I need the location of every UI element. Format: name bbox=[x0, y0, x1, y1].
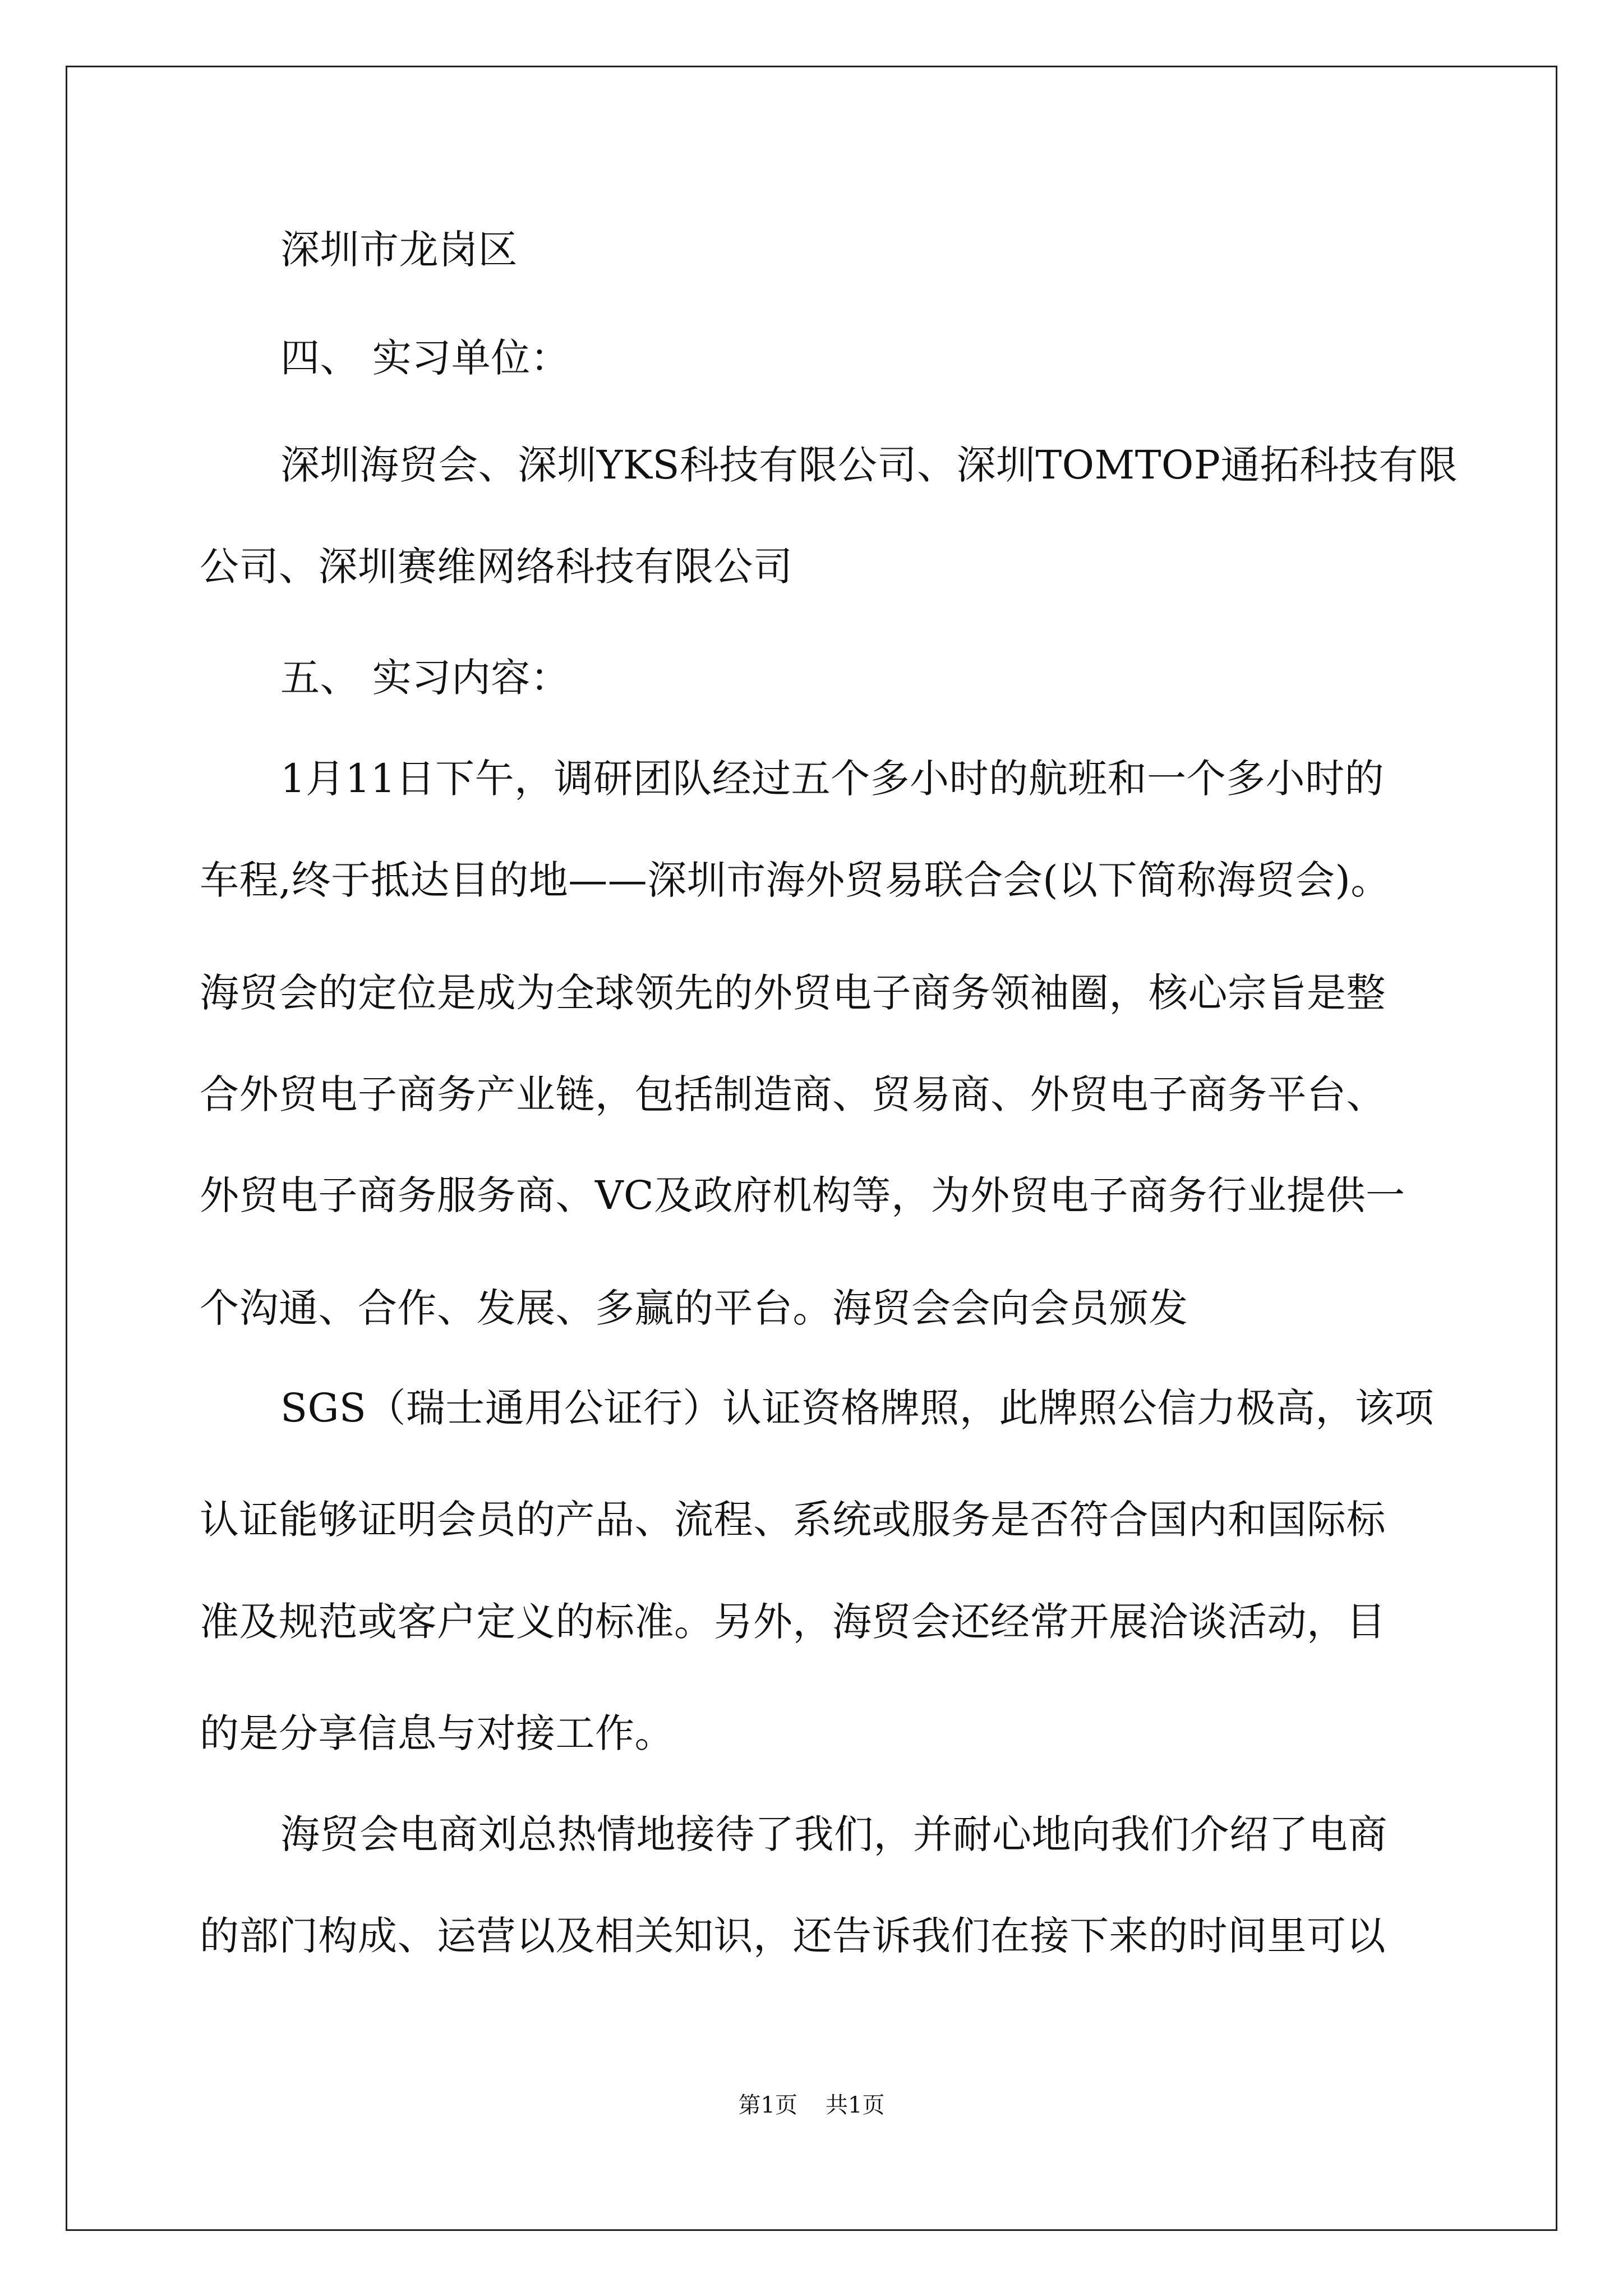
text-line: 海贸会的定位是成为全球领先的外贸电子商务领袖圈，核心宗旨是整 bbox=[200, 970, 1386, 1016]
heading-internship-unit: 四、 实习单位： bbox=[280, 335, 570, 381]
text-line: 公司、深圳赛维网络科技有限公司 bbox=[200, 544, 793, 590]
text-line: 的是分享信息与对接工作。 bbox=[200, 1710, 674, 1756]
heading-internship-content: 五、 实习内容： bbox=[280, 655, 570, 701]
page-footer bbox=[0, 2091, 1623, 2119]
text-line: 准及规范或客户定义的标准。另外，海贸会还经常开展洽谈活动，目 bbox=[200, 1599, 1386, 1645]
text-line: 合外贸电子商务产业链，包括制造商、贸易商、外贸电子商务平台、 bbox=[200, 1071, 1386, 1117]
text-line: 认证能够证明会员的产品、流程、系统或服务是否符合国内和国际标 bbox=[200, 1497, 1386, 1543]
text-line: SGS（瑞士通用公证行）认证资格牌照，此牌照公信力极高，该项 bbox=[280, 1385, 1434, 1431]
text-line: 车程,终于抵达目的地——深圳市海外贸易联合会(以下简称海贸会)。 bbox=[200, 857, 1390, 903]
text-line: 外贸电子商务服务商、VC及政府机构等，为外贸电子商务行业提供一 bbox=[200, 1172, 1405, 1218]
page-number: 第1页 bbox=[738, 2092, 797, 2118]
text-line-location: 深圳市龙岗区 bbox=[280, 227, 518, 273]
text-line: 的部门构成、运营以及相关知识，还告诉我们在接下来的时间里可以 bbox=[200, 1913, 1386, 1959]
text-line: 海贸会电商刘总热情地接待了我们，并耐心地向我们介绍了电商 bbox=[280, 1811, 1387, 1857]
text-line: 个沟通、合作、发展、多赢的平台。海贸会会向会员颁发 bbox=[200, 1285, 1188, 1331]
page-border bbox=[66, 66, 1557, 2231]
page-total: 共1页 bbox=[826, 2092, 885, 2118]
text-line: 1月11日下午，调研团队经过五个多小时的航班和一个多小时的 bbox=[280, 756, 1385, 802]
text-line: 深圳海贸会、深圳YKS科技有限公司、深圳TOMTOP通拓科技有限 bbox=[280, 442, 1458, 488]
